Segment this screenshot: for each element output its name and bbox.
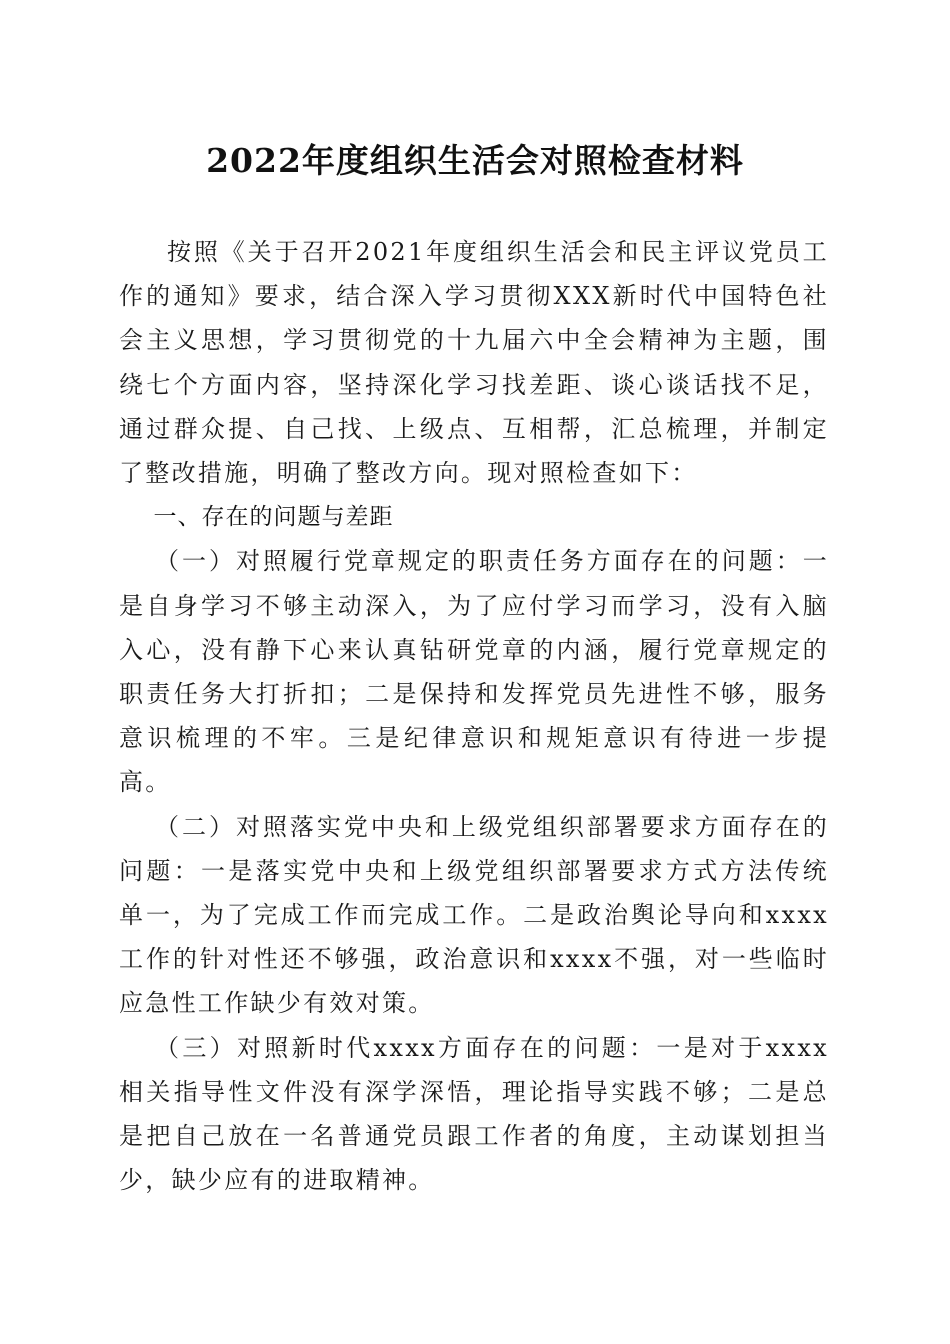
issue-paragraph-2: （二）对照落实党中央和上级党组织部署要求方面存在的问题：一是落实党中央和上级党组织部署要求方式方法传统单一，为了完成工作而完成工作。二是政治舆论导向和xxxx工作的针对性还不够强，政治意识和xxxx不强，对一些临时应急性工作缺少有效对策。 — [119, 812, 829, 1018]
issue-paragraph-1: （一）对照履行党章规定的职责任务方面存在的问题：一是自身学习不够主动深入，为了应付学习而学习，没有入脑入心，没有静下心来认真钻研党章的内涵，履行党章规定的职责任务大打折扣；二是保持和发挥党员先进性不够，服务意识梳理的不牢。三是纪律意识和规矩意识有待进一步提高。 — [119, 547, 829, 797]
document-body — [119, 230, 829, 1202]
section-heading: 一、存在的问题与差距 — [153, 504, 394, 531]
document-title: 2022年度组织生活会对照检查材料 — [206, 141, 744, 180]
issue-paragraph-3: （三）对照新时代xxxx方面存在的问题：一是对于xxxx相关指导性文件没有深学深悟，理论指导实践不够；二是总是把自己放在一名普通党员跟工作者的角度，主动谋划担当少，缺少应有的进取精神。 — [119, 1033, 829, 1195]
intro-paragraph: 按照《关于召开2021年度组织生活会和民主评议党员工作的通知》要求，结合深入学习贯彻XXX新时代中国特色社会主义思想，学习贯彻党的十九届六中全会精神为主题，围绕七个方面内容，坚持深化学习找差距、谈心谈话找不足，通过群众提、自己找、上级点、互相帮，汇总梳理，并制定了整改措施，明确了整改方向。现对照检查如下： — [119, 238, 829, 488]
